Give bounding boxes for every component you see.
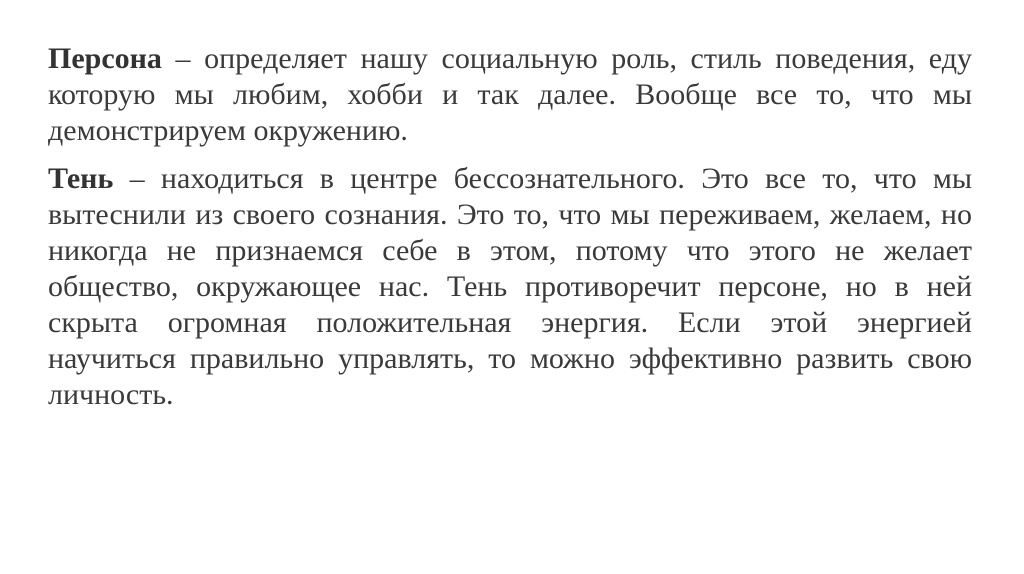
paragraph-shadow [48, 161, 972, 413]
term-shadow: Тень [48, 162, 114, 195]
definition-persona: – определяет нашу социальную роль, стиль поведения, еду которую мы любим, хобби и так далее. Вообще все то, что мы демонстрируем окружению. [48, 42, 972, 147]
slide-content [48, 41, 972, 413]
term-persona: Персона [48, 42, 162, 75]
paragraph-persona [48, 41, 972, 149]
definition-shadow: – находиться в центре бессознательного. Это все то, что мы вытеснили из своего сознания. Это то, что мы переживаем, желаем, но никогда не признаемся себе в этом, потому что этого не желает общество, окружающее нас. Тень противоречит персоне, но в ней скрыта огромная положительная энергия. Если этой энергией научиться правильно управлять, то можно эффективно развить свою личность. [48, 162, 972, 411]
